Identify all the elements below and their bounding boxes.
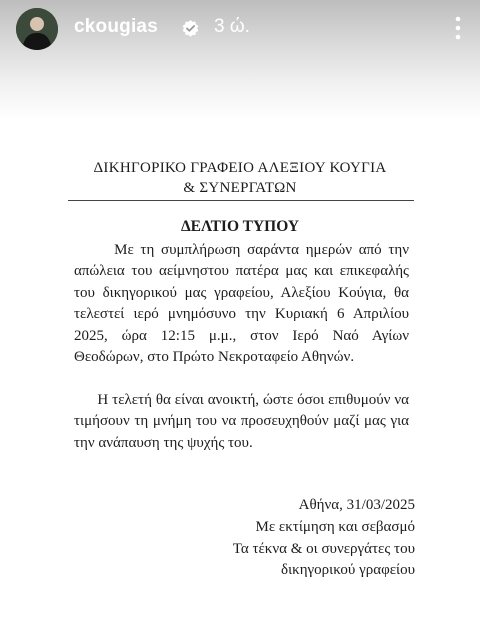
- more-options-icon[interactable]: [450, 14, 466, 42]
- story-header: [0, 0, 480, 62]
- signature: Τα τέκνα & οι συνεργάτες του δικηγορικού γραφείου: [232, 541, 415, 579]
- closing-regards: Με εκτίμηση και σεβασμό: [255, 519, 415, 535]
- firm-name-line-1: ΔΙΚΗΓΟΡΙΚΟ ΓΡΑΦΕΙΟ ΑΛΕΞΙΟΥ ΚΟΥΓΙΑ: [93, 160, 387, 176]
- document-title: ΔΕΛΤΙΟ ΤΥΠΟΥ: [180, 218, 300, 235]
- ceremony-paragraph: Η τελετή θα είναι ανοικτή, ώστε όσοι επιθυμούν να τιμήσουν τη μνήμη του να προσευχηθούν μαζί μας για την ανάπαυση της ψυχής του.: [74, 392, 409, 451]
- username[interactable]: ckougias: [74, 16, 158, 37]
- letterhead-divider: [68, 200, 414, 201]
- post-time: 3 ώ.: [214, 16, 250, 37]
- document-date: Αθήνα, 31/03/2025: [298, 497, 415, 513]
- announcement-paragraph: Με τη συμπλήρωση σαράντα ημερών από την απώλεια του αείμνηστου πατέρα μας και επικεφαλής του δικηγορικού μας γραφείου, Αλεξίου Κούγια, θα τελεστεί ιερό μνημόσυνο την Κυριακή 6 Απριλίου 2025, ώρα 12:15 μ.μ., στον Ιερό Ναό Αγίων Θεοδώρων, στο Πρώτο Νεκροταφείο Αθηνών.: [74, 242, 409, 366]
- firm-name-line-2: & ΣΥΝΕΡΓΑΤΩΝ: [183, 180, 297, 196]
- profile-photo-icon: [16, 8, 58, 50]
- avatar[interactable]: [16, 8, 58, 50]
- verified-badge-icon: [181, 19, 200, 38]
